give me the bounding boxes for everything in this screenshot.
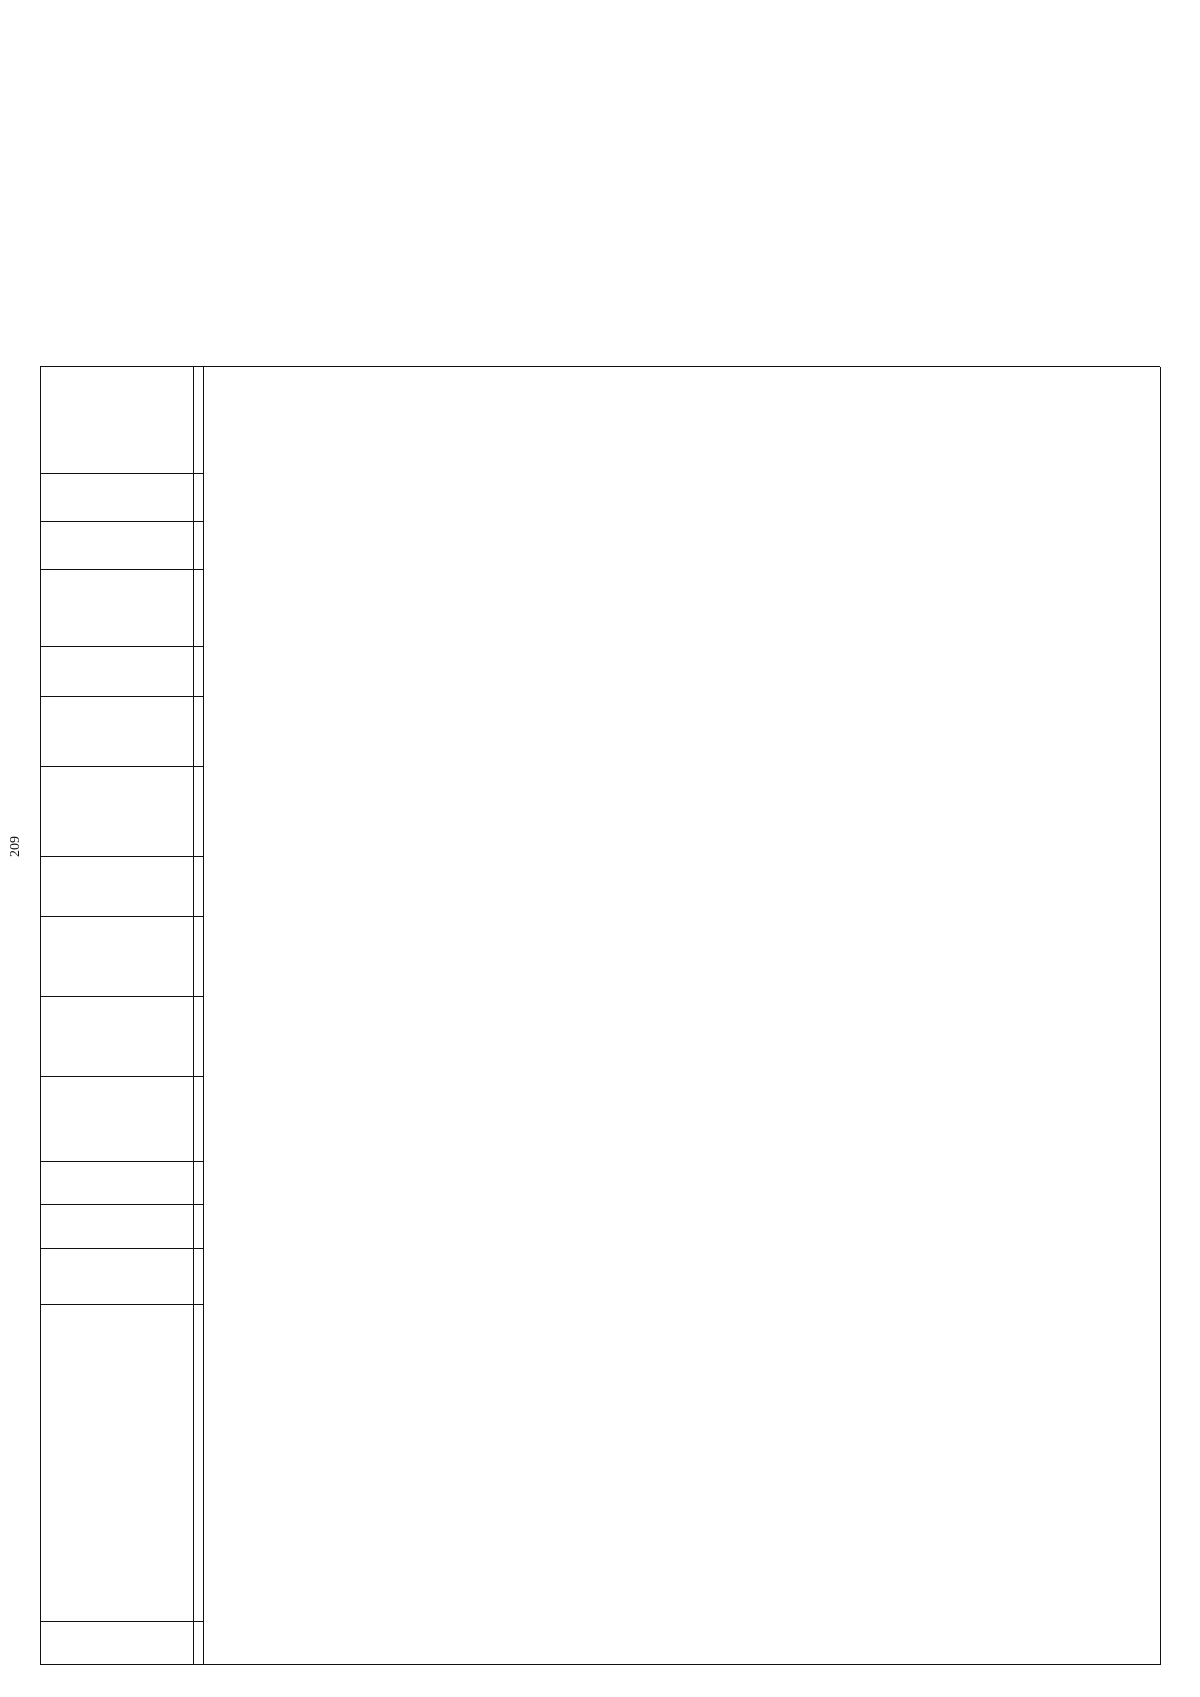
column-rule: [40, 1204, 203, 1205]
page-number: 209: [8, 836, 23, 857]
column-rule: [40, 646, 203, 647]
column-rule: [40, 1664, 1160, 1665]
column-rule: [40, 1248, 203, 1249]
column-rule: [40, 473, 203, 474]
column-rule: [40, 1161, 203, 1162]
column-rule: [40, 696, 203, 697]
column-rule: [40, 366, 1160, 367]
column-rule: [40, 521, 203, 522]
column-rule: [40, 1076, 203, 1077]
row-rule: [1160, 367, 1161, 1665]
column-rule: [40, 766, 203, 767]
column-rule: [40, 1621, 203, 1622]
column-rule: [40, 569, 203, 570]
row-rule: [203, 367, 204, 1665]
column-rule: [40, 916, 203, 917]
column-rule: [40, 996, 203, 997]
row-rule: [40, 367, 41, 1665]
column-rule: [40, 1304, 203, 1305]
row-rule: [193, 367, 194, 1665]
column-rule: [40, 856, 203, 857]
